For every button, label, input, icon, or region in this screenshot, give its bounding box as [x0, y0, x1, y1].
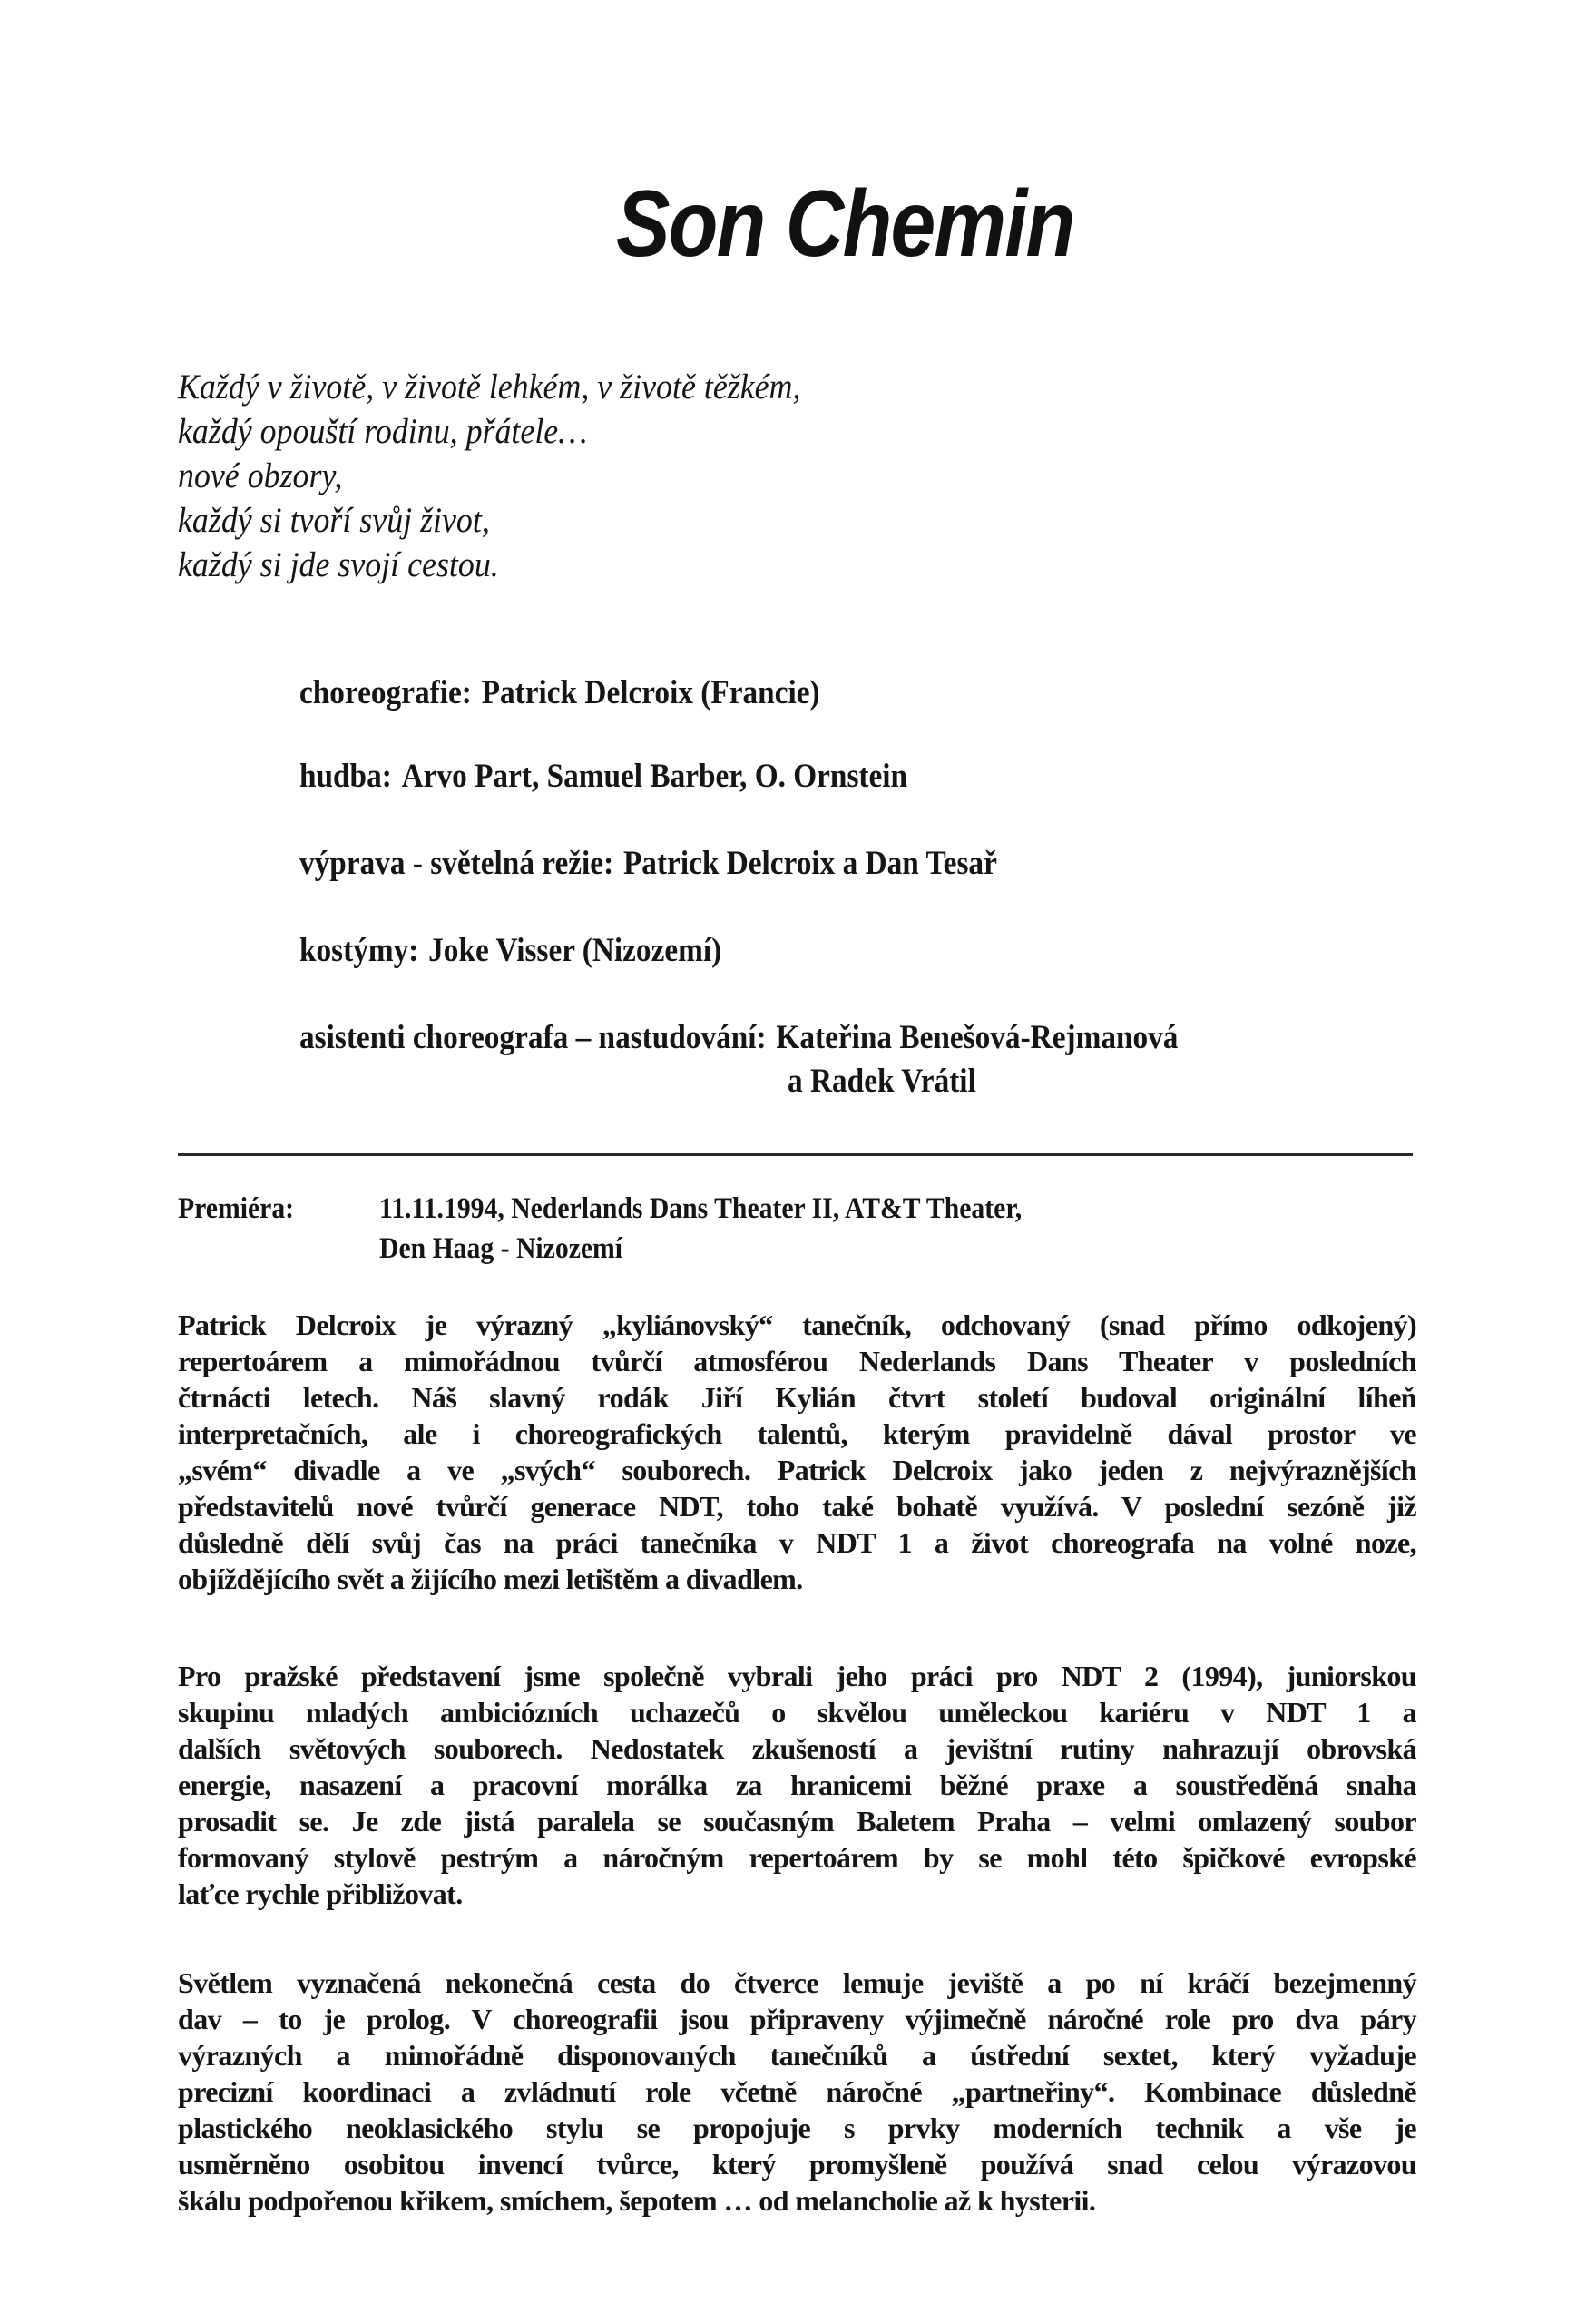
- paragraph-line: interpretačních, ale i choreografických talentů, kterým pravidelně dával prostor ve: [178, 1417, 1416, 1450]
- poem-line: nové obzory,: [178, 456, 343, 495]
- page-title: Son Chemin: [615, 172, 1074, 277]
- credit-value: Patrick Delcroix a Dan Tesař: [622, 845, 997, 882]
- paragraph-line: plastického neoklasického stylu se propojuje s prvky moderních technik a vše je: [178, 2112, 1416, 2144]
- credit-label: choreografie:: [299, 674, 472, 711]
- paragraph-prague-performance: [178, 1658, 1416, 1912]
- paragraph-line: Světlem vyznačená nekonečná cesta do čtverce lemuje jeviště a po ní kráčí bezejmenný: [178, 1966, 1416, 1999]
- paragraph-line: precizní koordinaci a zvládnutí role včetně náročné „partneřiny“. Kombinace důsledně: [178, 2075, 1416, 2108]
- credit-costumes: [299, 931, 721, 970]
- paragraph-line: laťce rychle přibližovat.: [178, 1877, 463, 1910]
- paragraph-line: představitelů nové tvůrčí generace NDT, toho také bohatě využívá. V poslední sezóně již: [178, 1490, 1416, 1523]
- paragraph-line: dalších světových souborech. Nedostatek zkušeností a jevištní rutiny nahrazují obrovská: [178, 1732, 1416, 1765]
- premiere-line: Den Haag - Nizozemí: [379, 1232, 623, 1265]
- credit-assistants-continued: [788, 1062, 976, 1101]
- paragraph-line: usměrněno osobitou invencí tvůrce, který promyšleně používá snad celou výrazovou: [178, 2148, 1416, 2181]
- paragraph-about-choreographer: [178, 1307, 1416, 1597]
- credit-label: výprava - světelná režie:: [299, 845, 614, 882]
- paragraph-line: skupinu mladých ambiciózních uchazečů o skvělou uměleckou kariéru v NDT 1 a: [178, 1696, 1416, 1729]
- premiere-line: 11.11.1994, Nederlands Dans Theater II, AT&T Theater,: [379, 1192, 1023, 1225]
- poem-line: každý si tvoří svůj život,: [178, 501, 490, 540]
- credit-value: a Radek Vrátil: [788, 1063, 976, 1100]
- horizontal-divider: [178, 1153, 1413, 1156]
- paragraph-line: důsledně dělí svůj čas na práci tanečníka v NDT 1 a život choreografa na volné noze,: [178, 1526, 1416, 1559]
- credit-value: Kateřina Benešová-Rejmanová: [776, 1019, 1179, 1056]
- credit-label: kostýmy:: [299, 932, 419, 969]
- poem-stanza: [178, 365, 855, 587]
- poem-line: každý si jde svojí cestou.: [178, 545, 499, 584]
- premiere-label: Premiéra:: [178, 1192, 295, 1225]
- poem-line: Každý v životě, v životě lehkém, v životě těžkém,: [178, 368, 801, 407]
- credit-stage-lighting: [299, 844, 997, 883]
- paragraph-line: dav – to je prolog. V choreografii jsou připraveny výjimečně náročné role pro dva páry: [178, 2003, 1416, 2035]
- paragraph-line: čtrnácti letech. Náš slavný rodák Jiří Kylián čtvrt století budoval originální líheň: [178, 1381, 1416, 1414]
- paragraph-line: energie, nasazení a pracovní morálka za hranicemi běžné praxe a soustředěná snaha: [178, 1769, 1416, 1801]
- poem-line: každý opouští rodinu, přátele…: [178, 412, 588, 451]
- paragraph-line: prosadit se. Je zde jistá paralela se současným Baletem Praha – velmi omlazený soubor: [178, 1805, 1416, 1838]
- credit-label: asistenti choreografa – nastudování:: [299, 1019, 767, 1056]
- paragraph-choreography-description: [178, 1965, 1416, 2219]
- credit-label: hudba:: [299, 758, 392, 795]
- paragraph-line: repertoárem a mimořádnou tvůrčí atmosférou Nederlands Dans Theater v posledních: [178, 1345, 1416, 1377]
- credit-choreography: [299, 673, 820, 712]
- paragraph-line: škálu podpořenou křikem, smíchem, šepotem … od melancholie až k hysterii.: [178, 2184, 1096, 2217]
- paragraph-line: výrazných a mimořádně disponovaných tanečníků a ústřední sextet, který vyžaduje: [178, 2039, 1416, 2072]
- credit-music: [299, 757, 907, 796]
- credit-value: Arvo Part, Samuel Barber, O. Ornstein: [401, 758, 908, 795]
- paragraph-line: Pro pražské představení jsme společně vybrali jeho práci pro NDT 2 (1994), juniorskou: [178, 1660, 1416, 1692]
- credit-value: Joke Visser (Nizozemí): [428, 932, 722, 969]
- paragraph-line: objíždějícího svět a žijícího mezi letištěm a divadlem.: [178, 1563, 803, 1595]
- credit-assistants: [299, 1018, 1178, 1057]
- credit-value: Patrick Delcroix (Francie): [481, 674, 820, 711]
- paragraph-line: Patrick Delcroix je výrazný „kyliánovský“ tanečník, odchovaný (snad přímo odkojený): [178, 1309, 1416, 1341]
- paragraph-line: „svém“ divadle a ve „svých“ souborech. Patrick Delcroix jako jeden z nejvýraznějších: [178, 1454, 1416, 1486]
- paragraph-line: formovaný stylově pestrým a náročným repertoárem by se mohl této špičkové evropské: [178, 1841, 1416, 1874]
